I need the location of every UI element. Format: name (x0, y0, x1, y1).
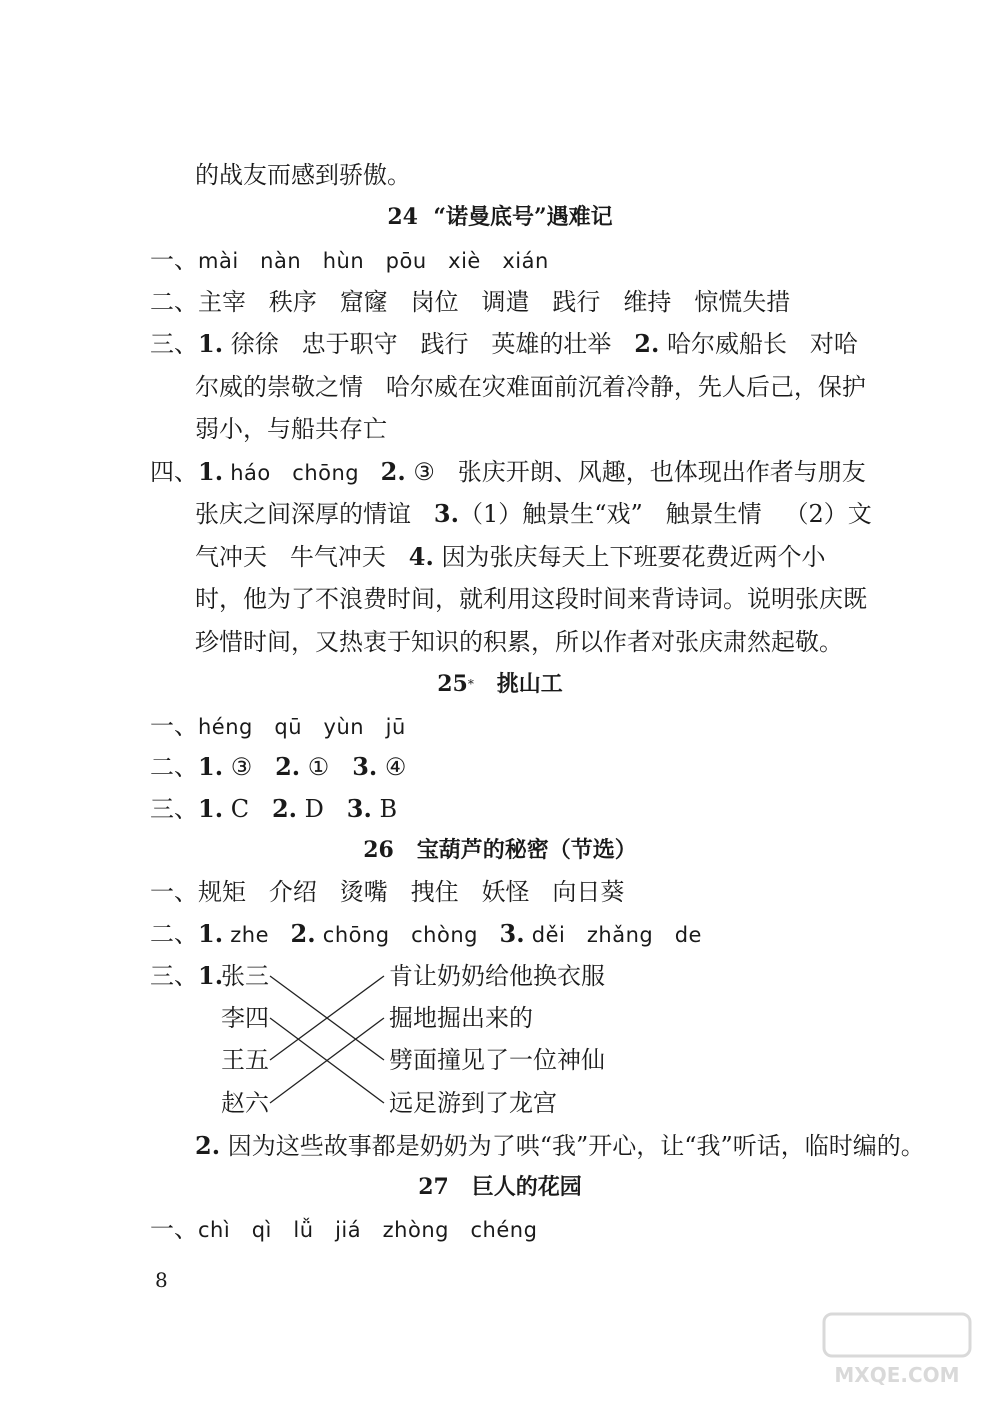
item-number: 4. (408, 542, 434, 571)
pinyin-answer: zhe (223, 923, 291, 947)
answer-text: 因为张庆每天上下班要花费近两个小 (433, 543, 826, 571)
section-number: 24 (387, 204, 418, 230)
pinyin-answer: mài nàn hùn pōu xiè xián (198, 249, 549, 273)
page-number: 8 (155, 1268, 168, 1292)
answer-text: （1）触景生“戏” 触景生情 （2）文 (458, 500, 872, 528)
section-heading-27 (0, 1171, 1000, 1203)
answer-text: 张庆之间深厚的情谊 (195, 500, 434, 528)
answer-text: 哈尔威船长 对哈 (659, 330, 858, 358)
optional-star: * (467, 677, 474, 691)
match-right-item: 掘地掘出来的 (389, 1004, 533, 1032)
continuation-text: 的战友而感到骄傲。 (195, 161, 411, 189)
answer-text: C (223, 795, 272, 823)
item-number: 3. (433, 499, 459, 528)
question-label: 一、 (150, 712, 198, 740)
pinyin-answer: chōng chòng (315, 923, 500, 947)
match-left-item: 张三 (221, 962, 269, 990)
match-left-item: 赵六 (221, 1089, 269, 1117)
match-right-item: 远足游到了龙宫 (389, 1089, 557, 1117)
pinyin-answer: chì qì lǚ jiá zhòng chéng (198, 1218, 538, 1242)
item-number: 2. (195, 1131, 221, 1160)
item-number: 2. (380, 457, 406, 486)
item-number: 1. (198, 794, 224, 823)
answer-text: 徐徐 忠于职守 践行 英雄的壮举 (223, 330, 635, 358)
item-number: 2. (271, 794, 298, 823)
section-number: 25 (437, 671, 468, 697)
match-right-item: 肯让奶奶给他换衣服 (389, 962, 605, 990)
item-number: 2. (634, 329, 660, 358)
watermark-logo (822, 1312, 972, 1388)
item-number: 1. (198, 961, 224, 990)
item-number: 1. (198, 457, 224, 486)
section-title: 挑山工 (496, 671, 563, 697)
answer-text: 规矩 介绍 烫嘴 拽住 妖怪 向日葵 (198, 878, 625, 906)
section-number: 26 (363, 837, 394, 863)
item-number: 3. (346, 794, 372, 823)
watermark-text: MXQE.COM (834, 1363, 960, 1387)
question-label: 一、 (150, 878, 198, 906)
section-title: “诺曼底号”遇难记 (433, 204, 613, 230)
question-label: 三、 (150, 330, 198, 358)
section-title: 巨人的花园 (471, 1174, 582, 1200)
question-label: 二、 (150, 753, 198, 781)
answer-text: 气冲天 牛气冲天 (195, 543, 409, 571)
answer-text: ③ (223, 753, 276, 781)
pinyin-answer: děi zhǎng de (524, 923, 702, 947)
answer-text: D (297, 795, 347, 823)
answer-text: 因为这些故事都是奶奶为了哄“我”开心，让“我”听话，临时编的。 (220, 1132, 925, 1160)
answer-line (150, 1213, 537, 1246)
answer-line: 珍惜时间，又热衷于知识的积累，所以作者对张庆肃然起敬。 (195, 628, 843, 656)
answer-line: 弱小，与船共存亡 (195, 415, 387, 443)
answer-line: 时，他为了不浪费时间，就利用这段时间来背诗词。说明张庆既 (195, 585, 867, 613)
answer-line (195, 1130, 925, 1162)
answer-line: 尔威的崇敬之情 哈尔威在灾难面前沉着冷静，先人后己，保护 (195, 373, 866, 401)
section-title: 宝葫芦的秘密（节选） (416, 837, 637, 863)
match-right-item: 劈面撞见了一位神仙 (389, 1046, 605, 1074)
item-number: 1. (198, 752, 224, 781)
item-number: 1. (198, 919, 224, 948)
pinyin-answer: háo chōng (223, 461, 381, 485)
item-number: 3. (499, 919, 525, 948)
question-label: 四、 (150, 458, 198, 486)
answer-text: B (371, 795, 398, 823)
item-number: 2. (275, 752, 301, 781)
item-number: 2. (290, 919, 316, 948)
match-left-item: 李四 (221, 1004, 269, 1032)
answer-text: ③ 张庆开朗、风趣，也体现出作者与朋友 (405, 458, 866, 486)
item-number: 1. (198, 329, 224, 358)
question-label: 一、 (150, 1215, 198, 1243)
answer-text: ① (300, 753, 353, 781)
question-label: 三、 (150, 962, 198, 990)
section-number: 27 (418, 1174, 449, 1200)
answer-text: 主宰 秩序 窟窿 岗位 调遣 践行 维持 惊慌失措 (198, 288, 791, 316)
item-number: 3. (352, 752, 378, 781)
pinyin-answer: héng qū yùn jū (198, 715, 406, 739)
question-label: 三、 (150, 795, 198, 823)
match-left-item: 王五 (221, 1046, 269, 1074)
answer-text: ④ (377, 753, 407, 781)
question-label: 二、 (150, 288, 198, 316)
question-label: 一、 (150, 246, 198, 274)
question-label: 二、 (150, 920, 198, 948)
